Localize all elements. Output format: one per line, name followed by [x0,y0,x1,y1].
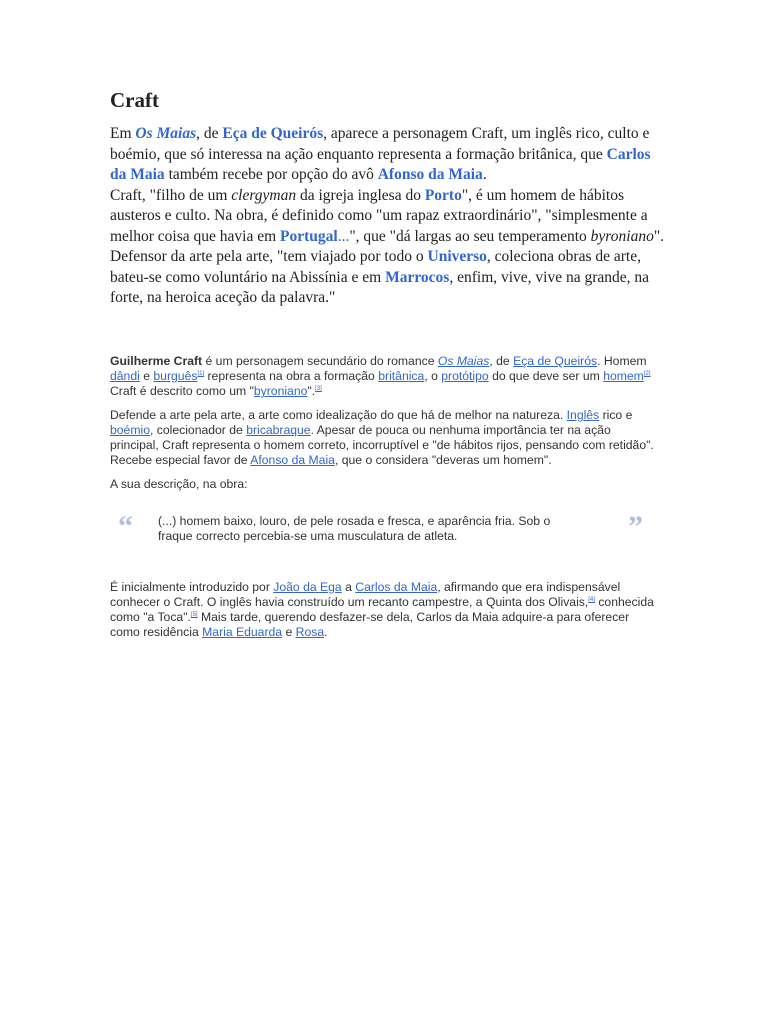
wiki-section [110,354,662,649]
text: ", é um homem de hábitos austeros e culto. Na obra, é definido como "um rapaz extraordinário", "simplesmente a melhor coisa que havia em [110,186,648,245]
text: , enfim, vive, vive na grande, na forte, na heroica aceção da palavra." [110,268,650,306]
text: e [139,369,154,383]
link-dandi[interactable]: dândi [110,369,140,383]
link-burgues[interactable]: burguês [153,369,198,383]
link-marrocos[interactable]: Marrocos [385,268,450,286]
link-os-maias[interactable]: Os Maias [135,125,197,142]
text: , o [424,369,442,383]
text: Em [110,125,136,142]
footnote-ref-4[interactable]: [4] [588,596,595,603]
link-os-maias[interactable]: Os Maias [437,354,490,368]
wiki-paragraph-1 [110,354,662,399]
italic-byroniano: byroniano [590,227,654,245]
intro-paragraph-1 [110,124,670,186]
intro-paragraph-2 [110,186,670,309]
blockquote [110,508,662,558]
page-title: Craft [110,88,159,112]
link-bricabraque[interactable]: bricabraque [246,423,311,437]
text: Craft é descrito como um " [110,384,254,398]
ellipsis: ... [337,227,350,245]
text: , coleciona obras de arte, bateu-se como voluntário na Abissínia e em [110,248,641,286]
link-portugal[interactable]: Portugal [280,227,338,245]
footnote-ref-1[interactable]: [1] [197,370,205,377]
text: , afirmando que era indispensável conhecer o Craft. O inglês havia construído um recanto campestre, a Quinta dos Olivais, [110,580,621,609]
text: ". [307,384,316,398]
text: da igreja inglesa do [296,186,425,204]
link-universo[interactable]: Universo [427,248,487,265]
text: também recebe por opção do avô [164,166,378,183]
text: , de [489,354,514,368]
subject-name: Guilherme Craft [110,354,203,368]
text: Craft, "filho de um [110,186,232,204]
text: a [341,580,356,594]
link-rosa[interactable]: Rosa [295,625,325,639]
italic-clergyman: clergyman [231,186,297,204]
text: conhecida como "a Toca". [110,595,654,624]
text: rico e [599,408,633,422]
text: ", que "dá largas ao seu temperamento [349,227,591,245]
text: É inicialmente introduzido por [110,580,274,594]
text: do que deve ser um [488,369,604,383]
link-carlos-da-maia[interactable]: Carlos da Maia [110,145,651,183]
link-homem[interactable]: homem [603,369,644,383]
text: é um personagem secundário do romance [202,354,438,368]
intro-section [110,86,670,309]
link-prototipo[interactable]: protótipo [441,369,489,383]
text: . [482,166,487,183]
text: , aparece a personagem Craft, um inglês rico, culto e boémio, que só interessa na ação enquanto representa a formação britânica, que [110,125,650,163]
footnote-ref-5[interactable]: [5] [190,611,198,618]
text: e [282,625,296,639]
text: , que o considera "deveras um homem". [334,453,552,467]
link-ingles[interactable]: Inglês [566,408,600,422]
link-porto[interactable]: Porto [424,186,462,204]
text: , colecionador de [149,423,247,437]
close-quote-icon: ” [628,510,643,543]
link-joao-da-ega[interactable]: João da Ega [273,580,342,594]
wiki-paragraph-4 [110,580,662,640]
text: Defende a arte pela arte, a arte como idealização do que há de melhor na natureza. [110,408,567,422]
link-britanica[interactable]: britânica [378,369,425,383]
link-eca-de-queiros[interactable]: Eça de Queirós [513,354,598,368]
text: . [324,625,328,639]
link-byroniano[interactable]: byroniano [253,384,308,398]
link-eca-de-queiros[interactable]: Eça de Queirós [222,125,324,142]
text: . Homem [597,354,647,368]
text: . Apesar de pouca ou nenhuma importância ter na ação principal, Craft representa o homem correto, incorruptível e "de hábitos rijos, pensando com retidão". Recebe especial favor de [110,423,654,467]
open-quote-icon: “ [118,510,133,543]
text: ". Defensor da arte pela arte, "tem viajado por todo o [110,227,665,265]
wiki-paragraph-3: A sua descrição, na obra: [110,477,248,491]
footnote-ref-3[interactable]: [3] [315,385,322,392]
wiki-paragraph-2 [110,408,662,468]
link-carlos-da-maia[interactable]: Carlos da Maia [355,580,438,594]
link-afonso-da-maia[interactable]: Afonso da Maia [377,166,483,183]
text: , de [196,125,223,142]
link-afonso-da-maia[interactable]: Afonso da Maia [250,453,335,467]
footnote-ref-2[interactable]: [2] [643,370,651,377]
link-boemio[interactable]: boémio [110,423,150,437]
quote-text: (...) homem baixo, louro, de pele rosada e fresca, e aparência fria. Sob o fraque correcto percebia-se uma musculatura de atleta. [158,514,551,543]
text: representa na obra a formação [204,369,379,383]
link-maria-eduarda[interactable]: Maria Eduarda [202,625,283,639]
text: Mais tarde, querendo desfazer-se dela, Carlos da Maia adquire-a para oferecer como residência [110,610,630,639]
